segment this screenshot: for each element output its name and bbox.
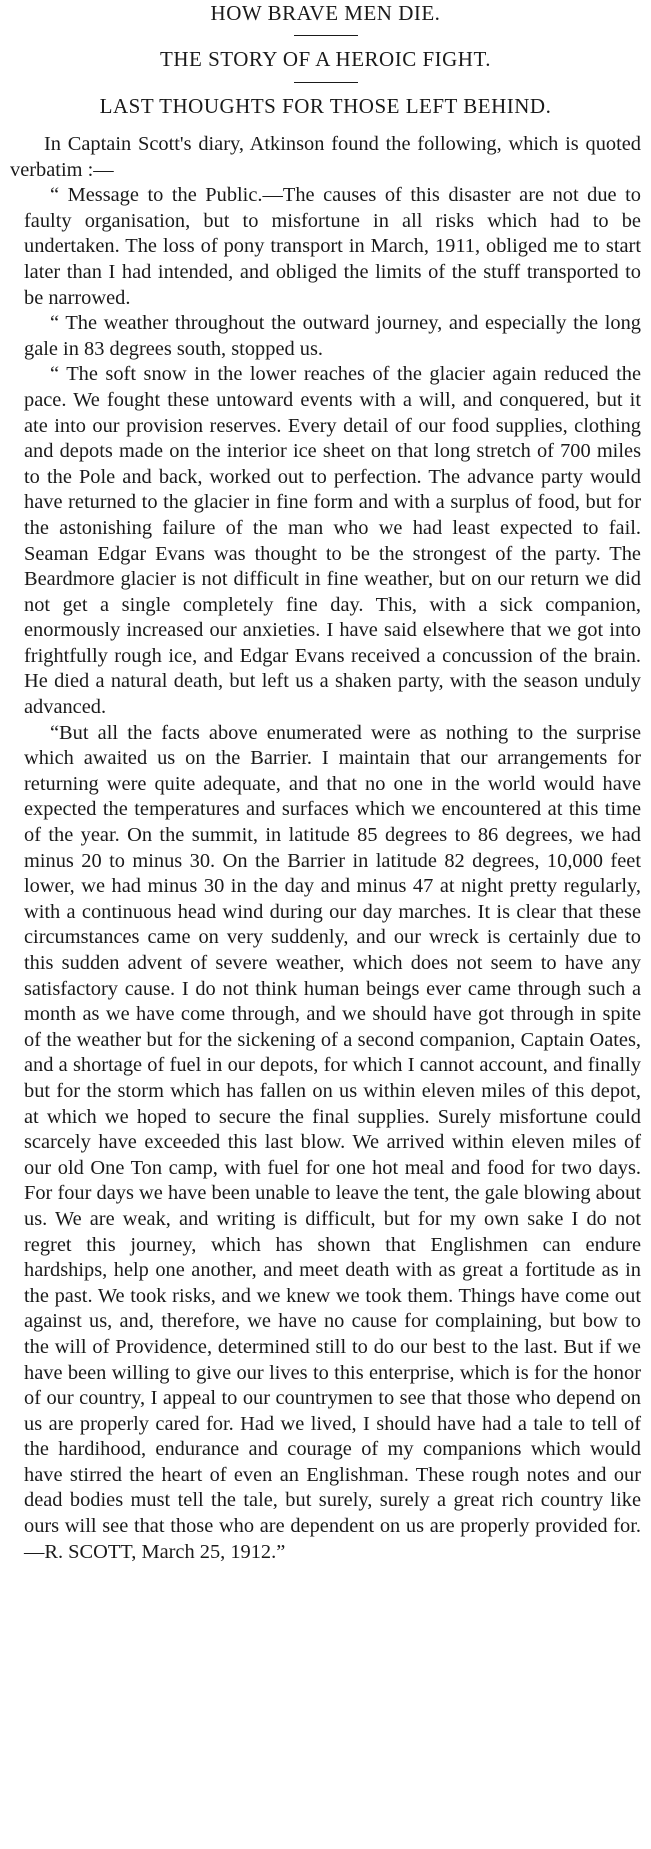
headline-divider <box>294 35 358 36</box>
subheadline-divider <box>294 82 358 83</box>
article-body <box>10 132 641 1565</box>
quote-paragraph: “ The weather throughout the outward journey, and especially the long gale in 83 degrees south, stopped us. <box>24 312 641 360</box>
headline: HOW BRAVE MEN DIE. <box>210 1 441 25</box>
quoted-message <box>10 183 641 1565</box>
quote-paragraph: “But all the facts above enumerated were as nothing to the surprise which awaited us on the Barrier. I maintain that our arrangements for returning were quite adequate, and that no one in the world would have expected the temperatures and surfaces which we encountered at this time of the year. On the summit, in latitude 85 degrees to 86 degrees, we had minus 20 to minus 30. On the Barrier in latitude 82 degrees, 10,000 feet lower, we had minus 30 in the day and minus 47 at night pretty regularly, with a continuous head wind during our day marches. It is clear that these circumstances came on very suddenly, and our wreck is certainly due to this sudden advent of severe weather, which does not seem to have any satisfactory cause. I do not think human beings ever came through such a month as we have come through, and we should have got through in spite of the weather but for the sickening of a second companion, Captain Oates, and a shortage of fuel in our depots, for which I cannot account, and finally but for the storm which has fallen on us within eleven miles of this depot, at which we hoped to secure the final supplies. Surely misfortune could scarcely have exceeded this last blow. We arrived within eleven miles of our old One Ton camp, with fuel for one hot meal and food for two days. For four days we have been unable to leave the tent, the gale blowing about us. We are weak, and writing is difficult, but for my own sake I do not regret this journey, which has shown that Englishmen can endure hardships, help one another, and meet death with as great a fortitude as in the past. We took risks, and we knew we took them. Things have come out against us, and, therefore, we have no cause for complaining, but bow to the will of Providence, determined still to do our best to the last. But if we have been willing to give our lives to this enterprise, which is for the honor of our country, I appeal to our countrymen to see that those who depend on us are properly cared for. Had we lived, I should have had a tale to tell of the hardihood, endurance and courage of my companions which would have stirred the heart of even an Englishman. These rough notes and our dead bodies must tell the tale, but surely, surely a great rich country like ours will see that those who are dependent on us are properly provided for.—R. SCOTT, March 25, 1912.” <box>24 721 641 1563</box>
quote-paragraph: “ Message to the Public.—The causes of this disaster are not due to faulty organisation, but to misfortune in all risks which had to be undertaken. The loss of pony transport in March, 1911, obliged me to start later than I had intended, and obliged the limits of the stuff transported to be narrowed. <box>24 184 641 309</box>
intro-paragraph: In Captain Scott's diary, Atkinson found the following, which is quoted verbatim :— <box>10 133 641 181</box>
subheadline-story: THE STORY OF A HEROIC FIGHT. <box>160 47 491 71</box>
subheadline-last-thoughts: LAST THOUGHTS FOR THOSE LEFT BEHIND. <box>99 94 552 118</box>
quote-paragraph: “ The soft snow in the lower reaches of the glacier again reduced the pace. We fought these untoward events with a will, and conquered, but it ate into our provision reserves. Every detail of our food supplies, clothing and depots made on the interior ice sheet on that long stretch of 700 miles to the Pole and back, worked out to perfection. The advance party would have returned to the glacier in fine form and with a surplus of food, but for the astonishing failure of the man who we had least expected to fail. Seaman Edgar Evans was thought to be the strongest of the party. The Beardmore glacier is not difficult in fine weather, but on our return we did not get a single completely fine day. This, with a sick companion, enormously increased our anxieties. I have said elsewhere that we got into frightfully rough ice, and Edgar Evans received a concussion of the brain. He died a natural death, but left us a shaken party, with the season unduly advanced. <box>24 363 641 719</box>
